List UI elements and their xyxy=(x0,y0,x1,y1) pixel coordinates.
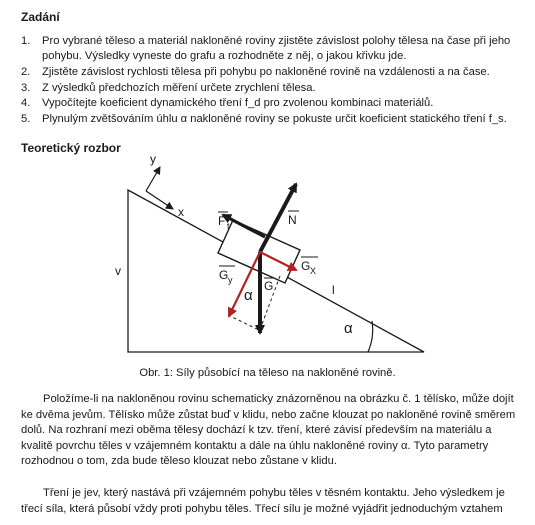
gy-label: G xyxy=(219,268,229,282)
task-text: Zjistěte závislost rychlosti tělesa při pohybu po nakloněné rovině na vzdálenosti a na čase. xyxy=(42,65,490,78)
paragraph: Položíme-li na nakloněnou rovinu schematicky znázorněnou na obrázku č. 1 tělísko, může dojít ke dvěma jevům. Tělísko může zůstat buď v klidu, nebo začne klouzat po nakloněné rovině směrem dolů. Na rozhraní mezi oběma tělesy dochází k tzv. tření, které závisí především na materiálu a kvalitě povrchu těles v vzájemném kontaktu a dále na úhlu nakloněné roviny α. Tyto parametry rozhodnou o tom, zda bude těleso klouzat nebo zůstane v klidu. xyxy=(21,393,516,468)
height-label: v xyxy=(115,264,121,278)
task-number: 3. xyxy=(21,81,31,94)
x-axis-arrow xyxy=(146,191,173,209)
task-text: Vypočítejte koeficient dynamického tření f_d pro zvolenou kombinaci materiálů. xyxy=(42,97,434,110)
alpha-inner-label: α xyxy=(244,287,253,304)
gx-label: G xyxy=(301,259,311,273)
y-axis-arrow xyxy=(146,167,160,191)
section-heading-zadani: Zadání xyxy=(21,10,60,24)
task-number: 5. xyxy=(21,113,31,126)
task-number: 4. xyxy=(21,97,31,110)
paragraph: Tření je jev, který nastává při vzájemném pohybu těles v těsném kontaktu. Jeho výsledkem je třecí síla, která působí vždy proti pohybu těles. Třecí sílu je možné vyjádřit jednoduchým vztahem xyxy=(21,487,505,515)
ft-label: F xyxy=(218,214,226,228)
task-text: Z výsledků předchozích měření určete zrychlení tělesa. xyxy=(42,81,316,94)
gy-subscript: y xyxy=(228,275,233,285)
task-text: Pro vybrané těleso a materiál nakloněné roviny zjistěte závislost polohy tělesa na čase při jeho pohybu. Výsledky vyneste do grafu a rozhodněte z něj, o jakou křivku jde. xyxy=(42,35,511,63)
task-text: Plynulým zvětšováním úhlu α nakloněné roviny se pokuste určit koeficient statického tření f_s. xyxy=(42,113,507,126)
figure-caption: Obr. 1: Síly působící na těleso na nakloněné rovině. xyxy=(139,367,396,379)
alpha-angle-label: α xyxy=(344,320,353,337)
task-number: 2. xyxy=(21,65,31,78)
x-axis-label: x xyxy=(178,205,184,219)
y-axis-label: y xyxy=(150,152,156,166)
dashed-line xyxy=(228,315,259,330)
task-number: 1. xyxy=(21,35,31,47)
ft-subscript: t xyxy=(227,221,230,231)
gx-subscript: X xyxy=(310,266,317,276)
g-label: G xyxy=(264,279,274,293)
section-heading-teoreticky-rozbor: Teoretický rozbor xyxy=(21,141,121,155)
length-label: l xyxy=(332,283,335,297)
n-label: N xyxy=(288,213,297,227)
alpha-angle-arc xyxy=(368,321,373,352)
